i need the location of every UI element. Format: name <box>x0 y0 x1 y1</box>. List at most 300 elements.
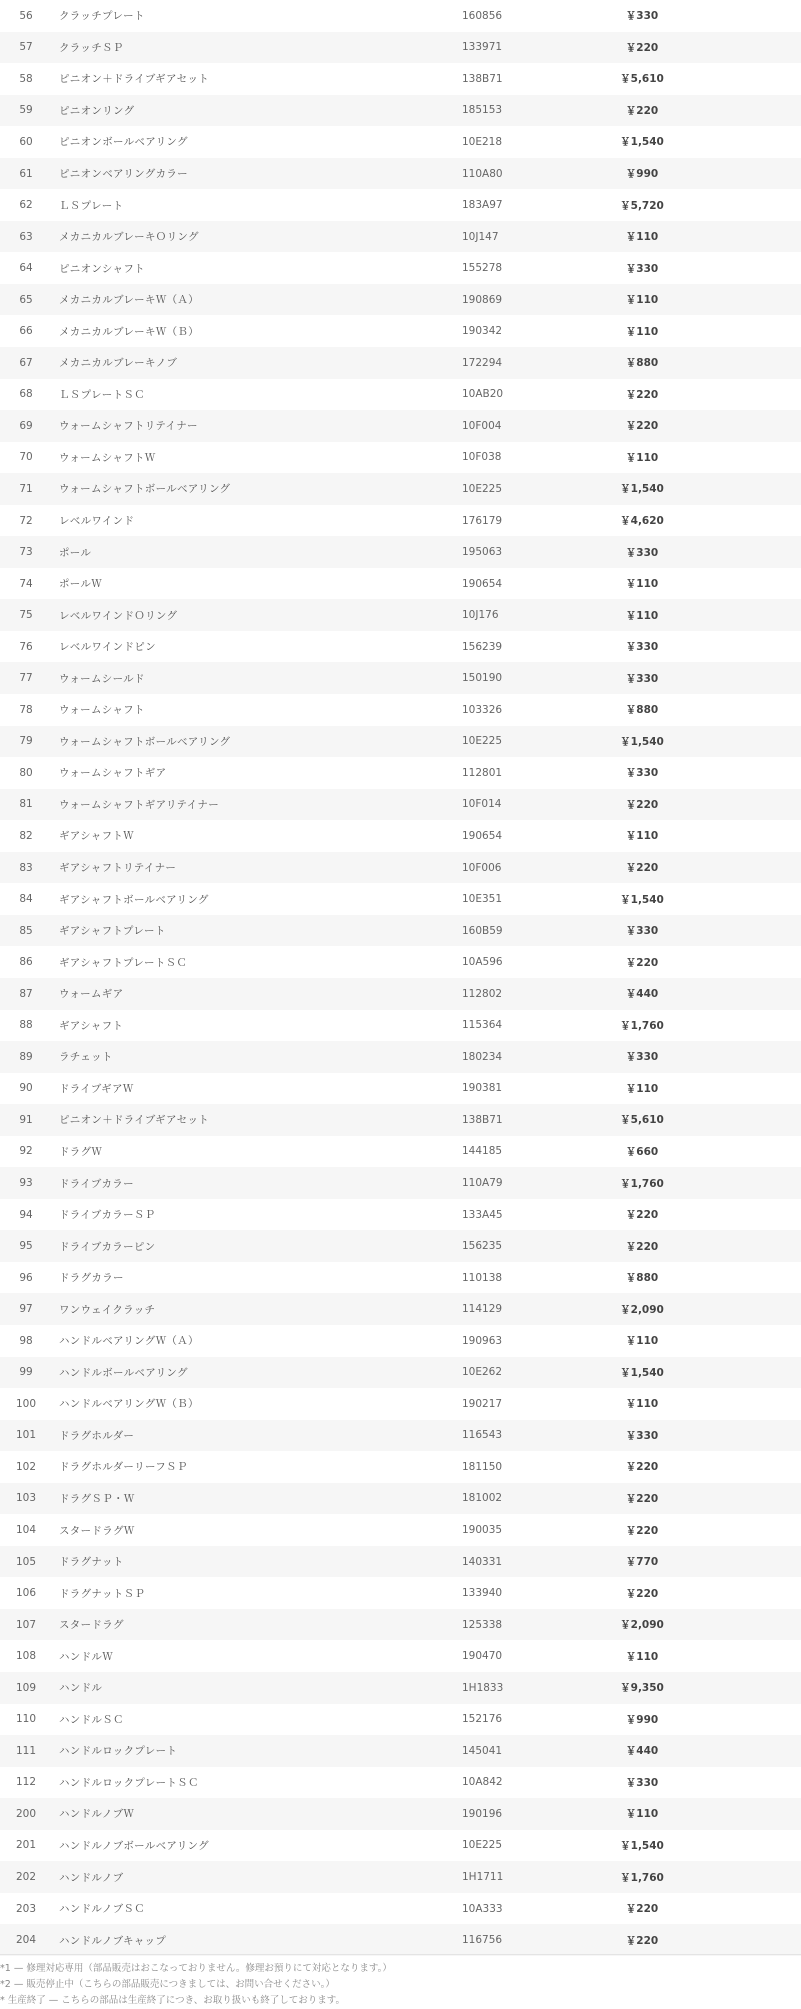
part-number-cell: 61 <box>19 167 33 180</box>
part-number-cell: 63 <box>19 230 33 243</box>
part-name-cell: ギアシャフトボールベアリング <box>59 893 209 906</box>
part-code-cell: 190654 <box>462 577 503 590</box>
part-price-cell: ￥330 <box>625 546 659 559</box>
part-name-cell: ドライブカラーＳＰ <box>59 1209 156 1222</box>
table-row <box>0 1861 801 1893</box>
part-price-cell: ￥990 <box>625 1713 659 1726</box>
part-price-cell: ￥110 <box>625 609 659 622</box>
part-name-cell: クラッチＳＰ <box>59 41 124 54</box>
table-row <box>0 189 801 221</box>
part-number-cell: 67 <box>19 356 33 369</box>
part-name-cell: ウォームシャフトボールベアリング <box>59 735 231 748</box>
part-code-cell: 181150 <box>462 1460 503 1473</box>
part-code-cell: 10A596 <box>462 956 503 969</box>
part-name-cell: レベルワインドＯリング <box>59 609 178 622</box>
part-number-cell: 102 <box>15 1460 37 1473</box>
part-number-cell: 202 <box>15 1871 37 1884</box>
part-code-cell: 1H1833 <box>462 1681 504 1694</box>
part-name-cell: ハンドルノブキャップ <box>59 1934 167 1947</box>
table-row <box>0 1167 801 1199</box>
part-price-cell: ￥220 <box>625 1903 659 1916</box>
table-row <box>0 946 801 978</box>
part-number-cell: 58 <box>19 72 33 85</box>
part-price-cell: ￥880 <box>625 1272 659 1285</box>
part-name-cell: ハンドルノブＳＣ <box>59 1903 145 1916</box>
part-number-cell: 94 <box>19 1208 33 1221</box>
part-code-cell: 172294 <box>462 356 503 369</box>
part-code-cell: 183A97 <box>462 199 503 212</box>
part-number-cell: 107 <box>15 1618 37 1631</box>
part-name-cell: ハンドルベアリングＷ（Ｂ） <box>59 1398 199 1411</box>
part-code-cell: 116543 <box>462 1429 503 1442</box>
part-price-cell: ￥770 <box>625 1556 659 1569</box>
part-code-cell: 176179 <box>462 514 503 527</box>
part-code-cell: 190196 <box>462 1807 503 1820</box>
table-row <box>0 1325 801 1357</box>
part-number-cell: 69 <box>19 419 33 432</box>
part-code-cell: 133971 <box>462 41 503 54</box>
part-number-cell: 112 <box>15 1776 37 1789</box>
table-row <box>0 1010 801 1042</box>
part-code-cell: 10J176 <box>462 609 499 622</box>
part-name-cell: ハンドルノブボールベアリング <box>59 1839 209 1852</box>
footnote-repair-only: *1 — 修理対応専用（部品販売はおこなっておりません。修理お預りにて対応となります。） <box>0 1963 392 1974</box>
part-price-cell: ￥330 <box>625 1429 659 1442</box>
part-price-cell: ￥220 <box>625 1492 659 1505</box>
part-code-cell: 150190 <box>462 672 503 685</box>
part-code-cell: 190217 <box>462 1397 503 1410</box>
part-code-cell: 10A333 <box>462 1902 503 1915</box>
part-number-cell: 62 <box>19 199 33 212</box>
part-code-cell: 190381 <box>462 1082 503 1095</box>
part-code-cell: 112801 <box>462 766 503 779</box>
part-code-cell: 190963 <box>462 1334 503 1347</box>
part-name-cell: クラッチプレート <box>59 10 145 23</box>
table-row <box>0 315 801 347</box>
part-name-cell: ハンドルベアリングＷ（Ａ） <box>59 1335 199 1348</box>
part-code-cell: 125338 <box>462 1618 503 1631</box>
part-number-cell: 105 <box>15 1555 37 1568</box>
part-name-cell: メカニカルブレーキＯリング <box>59 231 199 244</box>
footnote-discontinued: * 生産終了 — こちらの部品は生産終了につき、お取り扱いも終了しております。 <box>0 1995 345 2006</box>
part-name-cell: ドライブギアＷ <box>59 1082 134 1095</box>
part-price-cell: ￥110 <box>625 1335 659 1348</box>
part-code-cell: 10E351 <box>462 893 503 906</box>
part-code-cell: 160856 <box>462 9 503 22</box>
part-number-cell: 109 <box>15 1681 37 1694</box>
part-price-cell: ￥110 <box>625 294 659 307</box>
table-row <box>0 599 801 631</box>
table-row <box>0 757 801 789</box>
table-row <box>0 662 801 694</box>
part-code-cell: 10A842 <box>462 1776 503 1789</box>
table-row <box>0 883 801 915</box>
part-code-cell: 10E225 <box>462 735 503 748</box>
part-name-cell: ドライブカラーピン <box>59 1240 156 1253</box>
part-price-cell: ￥990 <box>625 168 659 180</box>
part-number-cell: 73 <box>19 546 33 559</box>
part-code-cell: 10E225 <box>462 482 503 495</box>
table-row <box>0 631 801 663</box>
table-row <box>0 221 801 253</box>
part-price-cell: ￥110 <box>625 578 659 591</box>
part-number-cell: 77 <box>19 672 33 685</box>
part-number-cell: 104 <box>15 1524 37 1537</box>
part-name-cell: ピニオン＋ドライブギアセット <box>59 73 210 86</box>
part-code-cell: 152176 <box>462 1713 503 1726</box>
part-code-cell: 155278 <box>462 262 503 275</box>
part-price-cell: ￥880 <box>625 357 659 370</box>
part-number-cell: 83 <box>19 861 33 874</box>
part-name-cell: ピニオン＋ドライブギアセット <box>59 1114 210 1127</box>
part-number-cell: 82 <box>19 829 33 842</box>
part-name-cell: ラチェット <box>59 1051 113 1064</box>
part-price-cell: ￥110 <box>625 1398 659 1411</box>
part-code-cell: 10E225 <box>462 1839 503 1852</box>
part-price-cell: ￥1,540 <box>620 136 664 149</box>
table-row <box>0 1735 801 1767</box>
part-price-cell: ￥1,760 <box>620 1019 664 1032</box>
part-price-cell: ￥1,760 <box>620 1177 664 1190</box>
table-row <box>0 1041 801 1073</box>
part-name-cell: ドラグホルダーリーフＳＰ <box>59 1461 188 1474</box>
part-code-cell: 110A79 <box>462 1177 503 1189</box>
table-row <box>0 726 801 758</box>
part-number-cell: 200 <box>15 1807 37 1820</box>
table-row <box>0 1293 801 1325</box>
part-number-cell: 108 <box>15 1650 37 1663</box>
part-price-cell: ￥110 <box>625 451 659 464</box>
table-row <box>0 1483 801 1515</box>
part-code-cell: 185153 <box>462 104 503 117</box>
part-code-cell: 10F006 <box>462 861 502 874</box>
part-name-cell: ハンドルＷ <box>59 1650 113 1663</box>
table-row <box>0 568 801 600</box>
table-row <box>0 1262 801 1294</box>
part-name-cell: ウォームシールド <box>59 672 145 685</box>
table-row <box>0 1199 801 1231</box>
part-code-cell: 156235 <box>462 1240 503 1253</box>
part-code-cell: 115364 <box>462 1019 503 1032</box>
part-code-cell: 10F004 <box>462 419 502 432</box>
part-name-cell: ドラグホルダー <box>59 1429 135 1442</box>
part-number-cell: 66 <box>19 325 33 338</box>
part-name-cell: ギアシャフトＷ <box>59 830 134 843</box>
table-row <box>0 1451 801 1483</box>
part-name-cell: ハンドルロックプレート <box>59 1745 178 1758</box>
part-name-cell: ハンドルロックプレートＳＣ <box>59 1776 199 1789</box>
table-row <box>0 1230 801 1262</box>
part-price-cell: ￥220 <box>625 388 659 401</box>
part-number-cell: 86 <box>19 956 33 969</box>
part-price-cell: ￥880 <box>625 704 659 717</box>
part-name-cell: スタードラグＷ <box>59 1524 135 1537</box>
table-row <box>0 789 801 821</box>
part-code-cell: 181002 <box>462 1492 503 1505</box>
part-price-cell: ￥330 <box>625 1776 659 1789</box>
part-name-cell: ウォームシャフトギア <box>59 767 167 780</box>
table-row <box>0 1357 801 1389</box>
part-code-cell: 195063 <box>462 546 503 559</box>
part-number-cell: 56 <box>19 9 33 22</box>
table-row <box>0 915 801 947</box>
table-row <box>0 536 801 568</box>
part-number-cell: 71 <box>19 482 33 495</box>
footnotes <box>0 1954 801 2009</box>
table-row <box>0 1704 801 1736</box>
part-name-cell: ピニオンシャフト <box>59 262 145 275</box>
table-row <box>0 442 801 474</box>
part-price-cell: ￥5,610 <box>620 73 664 86</box>
table-row <box>0 1136 801 1168</box>
table-row <box>0 1514 801 1546</box>
part-price-cell: ￥220 <box>625 1524 659 1537</box>
part-number-cell: 78 <box>19 703 33 716</box>
part-price-cell: ￥220 <box>625 1209 659 1222</box>
part-name-cell: ピニオンベアリングカラー <box>59 168 188 180</box>
part-number-cell: 98 <box>19 1334 33 1347</box>
part-code-cell: 133940 <box>462 1587 503 1600</box>
part-code-cell: 114129 <box>462 1303 503 1316</box>
part-price-cell: ￥440 <box>625 988 659 1001</box>
part-name-cell: ＬＳプレート <box>59 199 124 212</box>
footnote-sales-suspended: *2 — 販売停止中（こちらの部品販売につきましては、お問い合せください。） <box>0 1979 335 1990</box>
table-row <box>0 505 801 537</box>
part-number-cell: 60 <box>19 135 33 148</box>
part-price-cell: ￥220 <box>625 420 659 433</box>
part-code-cell: 10E218 <box>462 135 503 148</box>
part-code-cell: 133A45 <box>462 1208 503 1221</box>
part-number-cell: 80 <box>19 766 33 779</box>
part-code-cell: 190035 <box>462 1524 503 1537</box>
part-number-cell: 96 <box>19 1271 33 1284</box>
part-price-cell: ￥220 <box>625 1587 659 1600</box>
part-name-cell: ハンドル <box>59 1682 103 1695</box>
table-row <box>0 1640 801 1672</box>
part-code-cell: 10F014 <box>462 798 502 811</box>
part-number-cell: 76 <box>19 640 33 653</box>
part-price-cell: ￥220 <box>625 1240 659 1253</box>
table-row <box>0 1798 801 1830</box>
part-price-cell: ￥1,540 <box>620 483 664 496</box>
part-name-cell: ポール <box>59 546 92 559</box>
table-row <box>0 978 801 1010</box>
part-code-cell: 140331 <box>462 1555 503 1568</box>
part-name-cell: ウォームシャフト <box>59 704 145 717</box>
part-price-cell: ￥330 <box>625 262 659 275</box>
part-price-cell: ￥660 <box>625 1145 659 1158</box>
part-code-cell: 144185 <box>462 1145 503 1158</box>
table-row <box>0 95 801 127</box>
part-code-cell: 156239 <box>462 640 503 653</box>
part-number-cell: 87 <box>19 987 33 1000</box>
part-price-cell: ￥330 <box>625 767 659 780</box>
part-name-cell: ドライブカラー <box>59 1177 134 1190</box>
table-row <box>0 63 801 95</box>
part-price-cell: ￥1,540 <box>620 1366 664 1379</box>
part-number-cell: 72 <box>19 514 33 527</box>
part-code-cell: 112802 <box>462 987 503 1000</box>
part-price-cell: ￥110 <box>625 830 659 843</box>
part-number-cell: 111 <box>15 1744 37 1757</box>
part-name-cell: ポールＷ <box>59 578 102 591</box>
part-price-cell: ￥1,540 <box>620 735 664 748</box>
part-name-cell: ドラグＳＰ・Ｗ <box>59 1492 135 1505</box>
part-code-cell: 190654 <box>462 829 503 842</box>
part-code-cell: 116756 <box>462 1934 503 1947</box>
part-number-cell: 89 <box>19 1050 33 1063</box>
table-row <box>0 694 801 726</box>
table-row <box>0 852 801 884</box>
part-name-cell: ドラグカラー <box>59 1272 124 1285</box>
table-row <box>0 820 801 852</box>
part-price-cell: ￥330 <box>625 672 659 685</box>
part-code-cell: 10AB20 <box>462 388 504 401</box>
part-number-cell: 81 <box>19 798 33 811</box>
part-name-cell: ハンドルノブＷ <box>59 1808 135 1821</box>
part-price-cell: ￥330 <box>625 925 659 938</box>
part-code-cell: 160B59 <box>462 924 503 937</box>
part-code-cell: 180234 <box>462 1050 503 1063</box>
part-name-cell: メカニカルブレーキノブ <box>59 357 178 370</box>
part-price-cell: ￥2,090 <box>620 1303 664 1316</box>
part-name-cell: レベルワインド <box>59 515 135 528</box>
part-code-cell: 138B71 <box>462 1113 503 1126</box>
part-number-cell: 57 <box>19 41 33 54</box>
part-price-cell: ￥220 <box>625 41 659 54</box>
part-name-cell: ドラグＷ <box>59 1145 103 1158</box>
part-code-cell: 190342 <box>462 325 503 338</box>
part-price-cell: ￥4,620 <box>620 515 664 528</box>
part-price-cell: ￥220 <box>625 1934 659 1947</box>
part-code-cell: 145041 <box>462 1744 503 1757</box>
part-number-cell: 97 <box>19 1303 33 1316</box>
table-row <box>0 1388 801 1420</box>
table-row <box>0 473 801 505</box>
part-price-cell: ￥330 <box>625 10 659 23</box>
part-price-cell: ￥1,540 <box>620 893 664 906</box>
part-name-cell: ギアシャフトプレートＳＣ <box>59 956 188 969</box>
part-number-cell: 65 <box>19 293 33 306</box>
part-name-cell: ギアシャフト <box>59 1019 124 1032</box>
part-name-cell: ウォームシャフトボールベアリング <box>59 483 231 496</box>
part-number-cell: 79 <box>19 735 33 748</box>
part-price-cell: ￥5,720 <box>620 199 664 212</box>
part-number-cell: 103 <box>15 1492 37 1505</box>
part-price-cell: ￥220 <box>625 1461 659 1474</box>
part-name-cell: ピニオンリング <box>59 104 135 117</box>
part-price-cell: ￥440 <box>625 1745 659 1758</box>
part-name-cell: ピニオンボールベアリング <box>59 136 188 149</box>
part-number-cell: 90 <box>19 1082 33 1095</box>
part-name-cell: スタードラグ <box>59 1619 124 1632</box>
part-price-cell: ￥2,090 <box>620 1619 664 1632</box>
part-name-cell: ウォームシャフトＷ <box>59 451 156 464</box>
table-row <box>0 379 801 411</box>
part-number-cell: 201 <box>15 1839 37 1852</box>
part-code-cell: 110138 <box>462 1271 503 1284</box>
table-row <box>0 1609 801 1641</box>
part-code-cell: 10J147 <box>462 230 499 243</box>
part-price-cell: ￥1,540 <box>620 1839 664 1852</box>
part-number-cell: 203 <box>15 1902 37 1915</box>
table-row <box>0 1420 801 1452</box>
part-number-cell: 99 <box>19 1366 33 1379</box>
part-number-cell: 59 <box>19 104 33 117</box>
table-row <box>0 1073 801 1105</box>
part-number-cell: 92 <box>19 1145 33 1158</box>
part-name-cell: レベルワインドピン <box>59 641 156 654</box>
part-name-cell: メカニカルブレーキＷ（Ｂ） <box>59 325 199 338</box>
part-number-cell: 93 <box>19 1177 33 1189</box>
table-row <box>0 126 801 158</box>
table-row <box>0 1104 801 1136</box>
part-number-cell: 91 <box>19 1113 33 1126</box>
part-price-cell: ￥9,350 <box>620 1682 664 1695</box>
part-name-cell: ドラグナット <box>59 1556 124 1569</box>
part-price-cell: ￥110 <box>625 1650 659 1663</box>
part-number-cell: 88 <box>19 1019 33 1032</box>
part-number-cell: 85 <box>19 924 33 937</box>
part-price-cell: ￥330 <box>625 641 659 654</box>
part-name-cell: ＬＳプレートＳＣ <box>59 388 145 401</box>
part-number-cell: 68 <box>19 388 33 401</box>
part-number-cell: 106 <box>15 1587 37 1600</box>
part-price-cell: ￥110 <box>625 231 659 244</box>
table-row <box>0 1577 801 1609</box>
table-row <box>0 32 801 64</box>
part-name-cell: ワンウェイクラッチ <box>59 1303 156 1316</box>
part-number-cell: 70 <box>19 451 33 464</box>
table-row <box>0 0 801 32</box>
part-code-cell: 190869 <box>462 293 503 306</box>
part-price-cell: ￥220 <box>625 798 659 811</box>
table-row <box>0 1672 801 1704</box>
table-row <box>0 252 801 284</box>
table-row <box>0 284 801 316</box>
part-name-cell: ハンドルノブ <box>59 1871 124 1884</box>
table-row <box>0 1893 801 1925</box>
table-row <box>0 1546 801 1578</box>
table-row <box>0 1767 801 1799</box>
part-name-cell: ギアシャフトプレート <box>59 925 166 938</box>
part-code-cell: 138B71 <box>462 72 503 85</box>
part-number-cell: 74 <box>19 577 33 590</box>
part-number-cell: 100 <box>15 1397 37 1410</box>
part-price-cell: ￥5,610 <box>620 1114 664 1127</box>
part-code-cell: 110A80 <box>462 167 503 180</box>
part-price-cell: ￥220 <box>625 862 659 875</box>
part-name-cell: ギアシャフトリテイナー <box>59 862 177 875</box>
part-code-cell: 10F038 <box>462 451 502 464</box>
part-price-cell: ￥220 <box>625 104 659 117</box>
part-price-cell: ￥220 <box>625 956 659 969</box>
part-name-cell: ハンドルＳＣ <box>59 1713 124 1726</box>
part-code-cell: 10E262 <box>462 1366 503 1379</box>
part-price-cell: ￥110 <box>625 1808 659 1821</box>
table-row <box>0 1830 801 1862</box>
part-price-cell: ￥1,760 <box>620 1871 664 1884</box>
table-row <box>0 410 801 442</box>
table-row <box>0 347 801 379</box>
part-name-cell: ドラグナットＳＰ <box>59 1587 146 1600</box>
part-number-cell: 84 <box>19 893 33 906</box>
part-number-cell: 101 <box>15 1429 37 1442</box>
part-price-cell: ￥330 <box>625 1051 659 1064</box>
table-row <box>0 158 801 190</box>
part-name-cell: ウォームシャフトリテイナー <box>59 420 198 433</box>
part-code-cell: 190470 <box>462 1650 503 1663</box>
